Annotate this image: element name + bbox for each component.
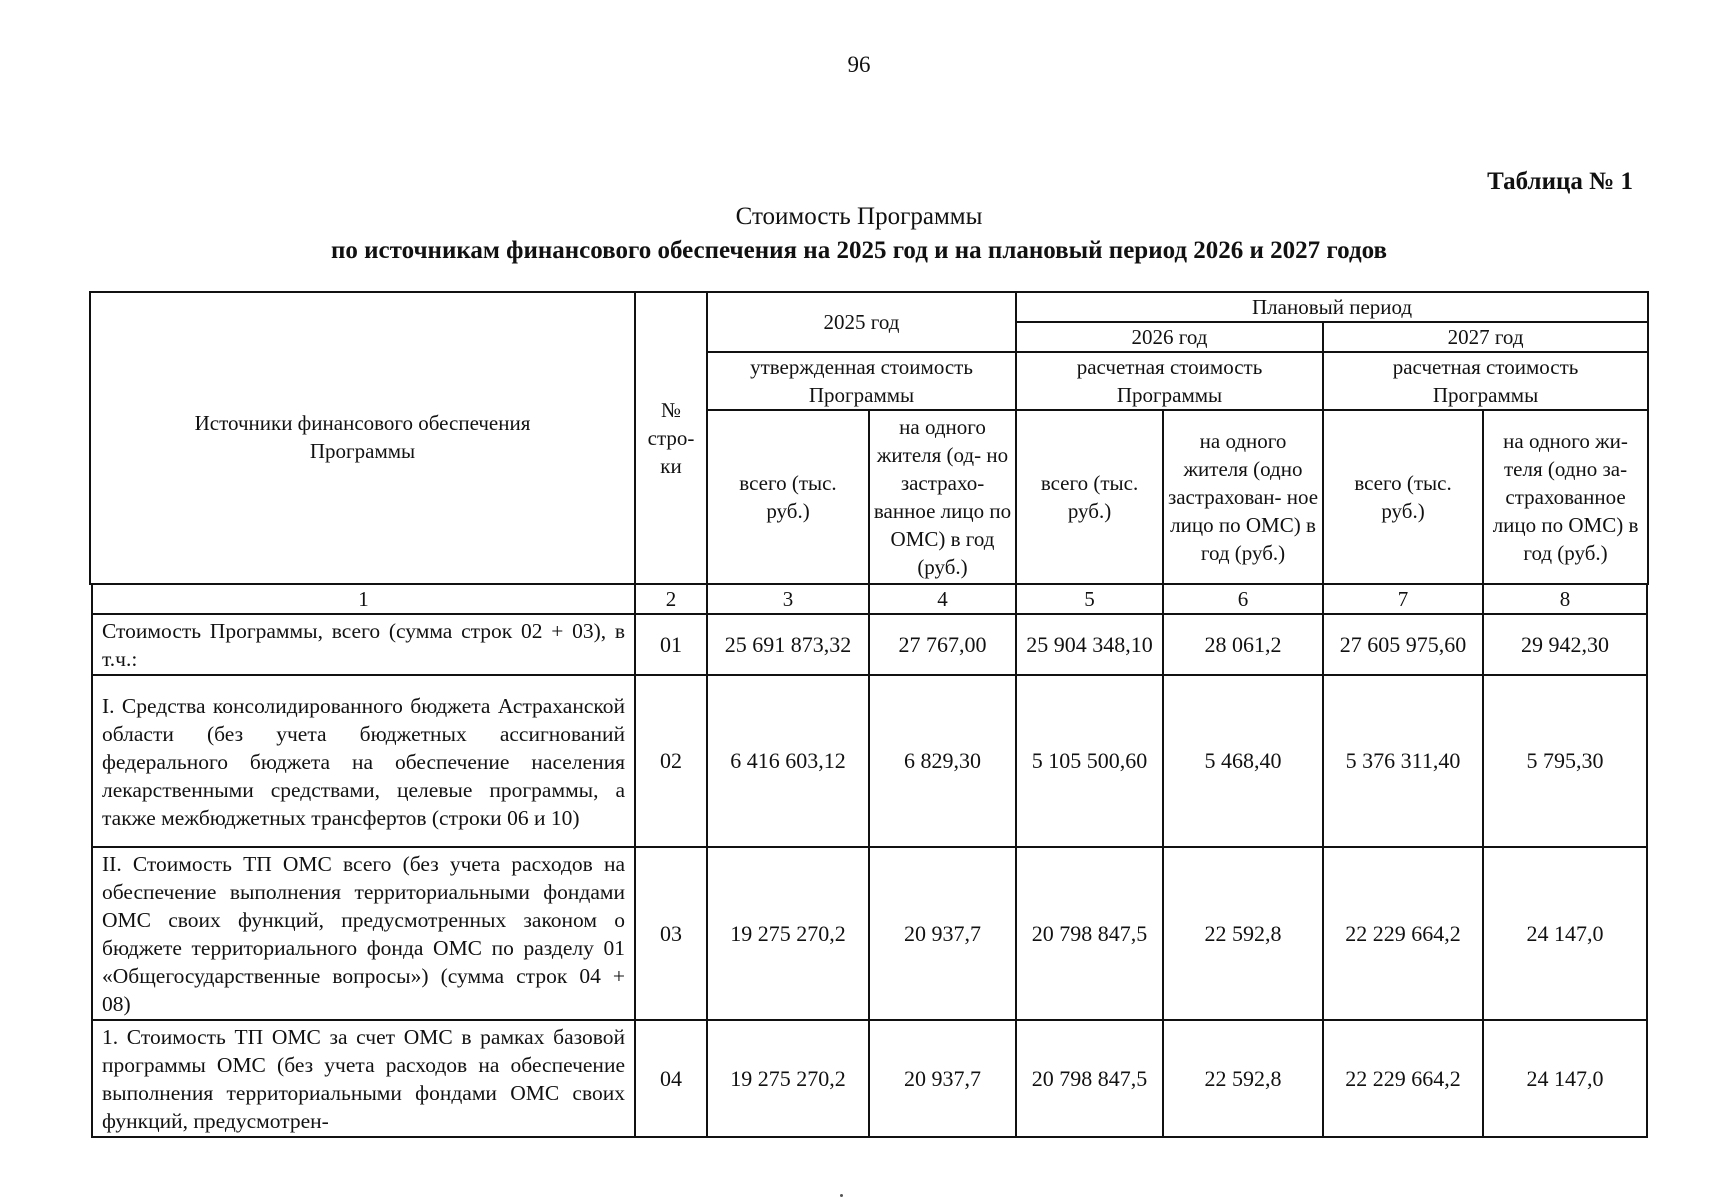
per-person-2026-cell: 5 468,40 bbox=[1163, 675, 1323, 847]
table-row bbox=[92, 847, 1647, 1020]
table-row bbox=[92, 614, 1647, 675]
column-number: 6 bbox=[1163, 584, 1323, 614]
column-number: 4 bbox=[869, 584, 1016, 614]
table-header bbox=[89, 291, 1649, 585]
per-person-2027-cell: 5 795,30 bbox=[1483, 675, 1647, 847]
header-planned-period: Плановый период bbox=[1016, 292, 1648, 322]
total-2025-cell: 19 275 270,2 bbox=[707, 1020, 869, 1137]
table-row bbox=[92, 1020, 1647, 1137]
per-person-2026-cell: 22 592,8 bbox=[1163, 847, 1323, 1020]
per-person-2027-cell: 24 147,0 bbox=[1483, 1020, 1647, 1137]
header-total-2026: всего (тыс. руб.) bbox=[1016, 410, 1163, 584]
total-2025-cell: 6 416 603,12 bbox=[707, 675, 869, 847]
column-number: 8 bbox=[1483, 584, 1647, 614]
source-cell: Стоимость Программы, всего (сумма строк 02 + 03), в т.ч.: bbox=[92, 614, 635, 675]
source-cell: II. Стоимость ТП ОМС всего (без учета расходов на обеспечение выполнения территориальными фондами ОМС своих функций, предусмотренных законом о бюджете территориального фонда ОМС по разделу 01 «Общегосударственные вопросы») (сумма строк 04 + 08) bbox=[92, 847, 635, 1020]
header-year-2025: 2025 год bbox=[707, 292, 1016, 352]
column-number: 1 bbox=[92, 584, 635, 614]
line-number-cell: 02 bbox=[635, 675, 707, 847]
table-body bbox=[91, 583, 1648, 1138]
header-per-person-2025: на одного жителя (од- но застрахо- ванное лицо по ОМС) в год (руб.) bbox=[869, 410, 1016, 584]
line-number-cell: 03 bbox=[635, 847, 707, 1020]
header-calc-cost-2027: расчетная стоимость Программы bbox=[1323, 352, 1648, 410]
total-2026-cell: 5 105 500,60 bbox=[1016, 675, 1163, 847]
table-title: Стоимость Программы bbox=[735, 203, 983, 230]
per-person-2025-cell: 6 829,30 bbox=[869, 675, 1016, 847]
page-number: 96 bbox=[847, 52, 871, 77]
header-row-number: № стро- ки bbox=[635, 292, 707, 584]
source-cell: 1. Стоимость ТП ОМС за счет ОМС в рамках базовой программы ОМС (без учета расходов на обеспечение выполнения территориальными фондами ОМС своих функций, предусмотрен- bbox=[92, 1020, 635, 1137]
column-number-row bbox=[92, 584, 1647, 614]
per-person-2026-cell: 22 592,8 bbox=[1163, 1020, 1323, 1137]
per-person-2025-cell: 20 937,7 bbox=[869, 1020, 1016, 1137]
total-2027-cell: 27 605 975,60 bbox=[1323, 614, 1483, 675]
column-number: 3 bbox=[707, 584, 869, 614]
header-year-2027: 2027 год bbox=[1323, 322, 1648, 352]
header-sources: Источники финансового обеспечения Программы bbox=[90, 292, 635, 584]
per-person-2027-cell: 24 147,0 bbox=[1483, 847, 1647, 1020]
total-2027-cell: 22 229 664,2 bbox=[1323, 847, 1483, 1020]
header-calc-cost-2026: расчетная стоимость Программы bbox=[1016, 352, 1323, 410]
header-per-person-2027: на одного жи- теля (одно за- страхованное лицо по ОМС) в год (руб.) bbox=[1483, 410, 1648, 584]
per-person-2025-cell: 27 767,00 bbox=[869, 614, 1016, 675]
column-number: 7 bbox=[1323, 584, 1483, 614]
total-2027-cell: 22 229 664,2 bbox=[1323, 1020, 1483, 1137]
header-total-2027: всего (тыс. руб.) bbox=[1323, 410, 1483, 584]
header-year-2026: 2026 год bbox=[1016, 322, 1323, 352]
total-2025-cell: 19 275 270,2 bbox=[707, 847, 869, 1020]
header-approved-cost: утвержденная стоимость Программы bbox=[707, 352, 1016, 410]
total-2026-cell: 20 798 847,5 bbox=[1016, 847, 1163, 1020]
total-2026-cell: 20 798 847,5 bbox=[1016, 1020, 1163, 1137]
column-number: 2 bbox=[635, 584, 707, 614]
scan-speck bbox=[840, 1194, 843, 1197]
table-label: Таблица № 1 bbox=[1487, 168, 1633, 195]
total-2025-cell: 25 691 873,32 bbox=[707, 614, 869, 675]
source-cell: I. Средства консолидированного бюджета Астраханской области (без учета бюджетных ассигнований федерального бюджета на обеспечение населения лекарственными средствами, целевые программы, а также межбюджетных трансфертов (строки 06 и 10) bbox=[92, 675, 635, 847]
total-2026-cell: 25 904 348,10 bbox=[1016, 614, 1163, 675]
table-row bbox=[92, 675, 1647, 847]
line-number-cell: 04 bbox=[635, 1020, 707, 1137]
per-person-2026-cell: 28 061,2 bbox=[1163, 614, 1323, 675]
per-person-2027-cell: 29 942,30 bbox=[1483, 614, 1647, 675]
total-2027-cell: 5 376 311,40 bbox=[1323, 675, 1483, 847]
header-per-person-2026: на одного жителя (одно застрахован- ное лицо по ОМС) в год (руб.) bbox=[1163, 410, 1323, 584]
table-subtitle: по источникам финансового обеспечения на 2025 год и на плановый период 2026 и 2027 годов bbox=[331, 237, 1387, 264]
line-number-cell: 01 bbox=[635, 614, 707, 675]
per-person-2025-cell: 20 937,7 bbox=[869, 847, 1016, 1020]
column-number: 5 bbox=[1016, 584, 1163, 614]
header-total-2025: всего (тыс. руб.) bbox=[707, 410, 869, 584]
